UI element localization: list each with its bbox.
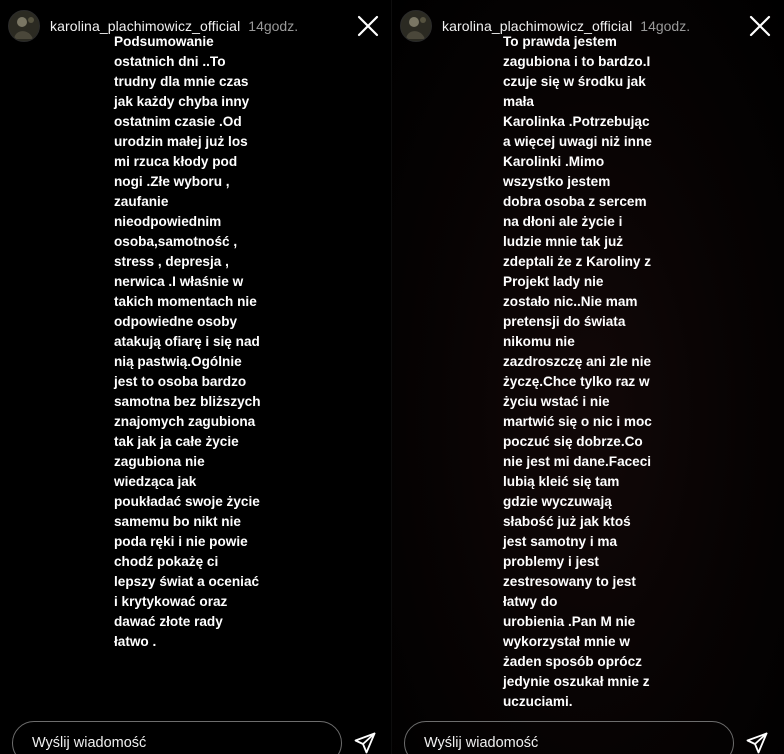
username[interactable]: karolina_plachimowicz_official xyxy=(442,18,633,34)
close-button[interactable] xyxy=(746,12,774,40)
timestamp: 14godz. xyxy=(248,18,299,34)
close-icon xyxy=(749,15,771,37)
story-right xyxy=(392,0,784,754)
reply-input[interactable] xyxy=(404,721,734,754)
send-icon xyxy=(745,731,769,754)
timestamp: 14godz. xyxy=(640,18,691,34)
story-text: Podsumowanie ostatnich dni ..To trudny dla mnie czas jak każdy chyba inny ostatnim czasie .Od urodzin małej już los mi rzuca kłody pod nogi .Złe wyboru , zaufanie nieodpowiednim osoba,samotność , stress , depresja , nerwica .I właśnie w takich momentach nie odpowiedne osoby atakują ofiarę i się nad nią pastwią.Ogólnie jest to osoba bardzo samotna bez bliższych znajomych zagubiona tak jak ja całe życie zagubiona nie wiedząca jak poukładać swoje życie samemu bo nikt nie poda ręki i nie powie chodź pokażę ci lepszy świat a oceniać i krytykować oraz dawać złote rady łatwo . xyxy=(114,34,261,649)
story-text: To prawda jestem zagubiona i to bardzo.I czuje się w środku jak mała Karolinka .Potrzebując a więcej uwagi niż inne Karolinki .Mimo wszystko jestem dobra osoba z sercem na dłoni ale życie i ludzie mnie tak już zdeptali że z Karoliny z Projekt lady nie zostało nic..Nie mam pretensji do świata nikomu nie zazdroszczę ani zle nie życzę.Chce tylko raz w życiu wstać i nie martwić się o nic i moc poczuć się dobrze.Co nie jest mi dane.Faceci lubią kleić się tam gdzie wyczuwają słabość już jak ktoś jest samotny i ma problemy i jest zestresowany to jest łatwy do urobienia .Pan M nie wykorzystał mnie w żaden sposób oprócz jedynie oszukał mnie z uczuciami. xyxy=(503,34,652,709)
close-icon xyxy=(357,15,379,37)
close-button[interactable] xyxy=(354,12,382,40)
reply-input[interactable] xyxy=(12,721,342,754)
avatar[interactable] xyxy=(8,10,40,42)
avatar-image-icon xyxy=(9,11,39,41)
username[interactable]: karolina_plachimowicz_official xyxy=(50,18,241,34)
reply-placeholder: Wyślij wiadomość xyxy=(424,735,539,751)
avatar-image-icon xyxy=(401,11,431,41)
reply-placeholder: Wyślij wiadomość xyxy=(32,735,147,751)
avatar[interactable] xyxy=(400,10,432,42)
send-button[interactable] xyxy=(352,730,378,754)
send-icon xyxy=(353,731,377,754)
send-button[interactable] xyxy=(744,730,770,754)
